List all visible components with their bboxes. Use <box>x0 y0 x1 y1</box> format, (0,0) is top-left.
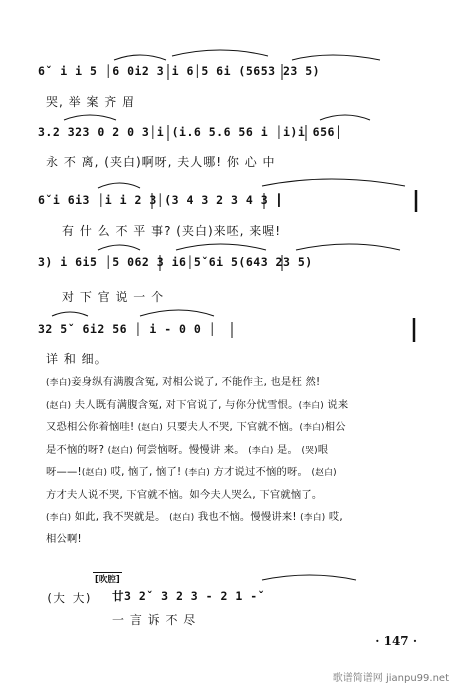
speaker-role: (李白) <box>299 423 325 434</box>
staff-1-lyrics: 哭, 举 案 齐 眉 <box>46 95 136 109</box>
dialogue-text: 哏 <box>317 443 329 456</box>
dialogue-text: 相公啊! <box>46 533 82 546</box>
slur-marks <box>52 50 405 580</box>
barlines <box>152 64 416 342</box>
staff-3-notes: 6ˇi 6i3 │i i 2 3│(3 4 3 2 3 4 3 ┃ <box>38 193 283 207</box>
page-number: · 147 · <box>375 634 417 648</box>
dialogue-text: 妾身纵有满腹含冤, 对相公说了, 不能作主, 也是枉 然! <box>71 376 321 388</box>
final-notes: 廿3 2ˇ 3 2 3 - 2 1 -ˇ <box>112 589 266 603</box>
speaker-role: (李白) <box>300 512 326 523</box>
speaker-role: (赵白) <box>46 400 72 411</box>
speaker-role: (李白) <box>46 378 72 388</box>
staff-5-lyrics: 详 和 细。 <box>46 352 108 366</box>
dialogue-text: 我也不恼。慢慢讲来! <box>194 510 301 523</box>
staff-3-lyrics: 有 什 么 不 平 事? (夹白)来呸, 来喔! <box>62 224 282 238</box>
dialogue-text: 夫人既有满腹含冤, 对下官说了, 与你分忧雪恨。 <box>71 398 299 411</box>
dialogue-text: 是。 <box>273 443 302 456</box>
dialogue-text: 何尝恼呀。慢慢讲 来。 <box>132 443 249 456</box>
dialogue-text: 哎, <box>325 510 343 523</box>
aria-tag: [吹腔] <box>93 572 122 585</box>
staff-2-lyrics: 永 不 离, (夹白)啊呀, 夫人哪! 你 心 中 <box>46 155 276 169</box>
staff-1-notes: 6ˇ i i 5 │6 0i2 3 i 6│5 6i (5653 23 5) <box>38 64 321 78</box>
staff-4-notes: 3) i 6i5 │5 062 3 i6│5ˇ6i 5(643 23 5) <box>38 255 313 269</box>
staff-5-notes: 32 5ˇ 6i2 56 │ i - 0 0 │ <box>38 322 217 336</box>
dialogue-text: 方才说过不恼的呀。 <box>210 466 312 479</box>
speaker-role: (李白) <box>298 400 324 411</box>
final-lyrics: 一 言 诉 不 尽 <box>112 613 197 627</box>
speaker-role: (赵白) <box>107 445 133 456</box>
dialogue-text: 哎, 恼了, 恼了! <box>107 466 185 479</box>
speaker-role: (李白) <box>184 468 211 479</box>
dialogue-text: 方才夫人说不哭, 下官就不恼。如今夫人哭么, 下官就恼了。 <box>46 488 323 501</box>
dialogue-text: 相公 <box>324 421 346 434</box>
staff-2-notes: 3.2 323 0 2 0 3│i (i.6 5.6 56 i │i)i 656│ <box>38 125 343 139</box>
speaker-role: (赵白) <box>169 512 195 523</box>
dialogue-text: 如此, 我不哭就是。 <box>71 510 170 523</box>
watermark: 歌谱简谱网 jianpu99.net <box>332 673 449 684</box>
dialogue-text: 只要夫人不哭, 下官就不恼。 <box>163 421 300 434</box>
speaker-role: (李白) <box>46 512 72 523</box>
final-label: (大 大) <box>46 591 93 605</box>
dialogue-text: 呀——! <box>46 466 82 479</box>
dialogue-text: 说来 <box>323 398 349 411</box>
staff-4-lyrics: 对 下 官 说 一 个 <box>62 290 165 304</box>
speaker-role: (赵白) <box>311 468 337 479</box>
dialogue-text: 是不恼的呀? <box>46 443 108 456</box>
speaker-role: (哭) <box>301 445 318 456</box>
speaker-role: (李白) <box>248 445 274 456</box>
dialogue-text: 又恐相公你着恼哇! <box>46 421 138 434</box>
speaker-role: (赵白) <box>81 468 108 479</box>
speaker-role: (赵白) <box>137 423 164 434</box>
